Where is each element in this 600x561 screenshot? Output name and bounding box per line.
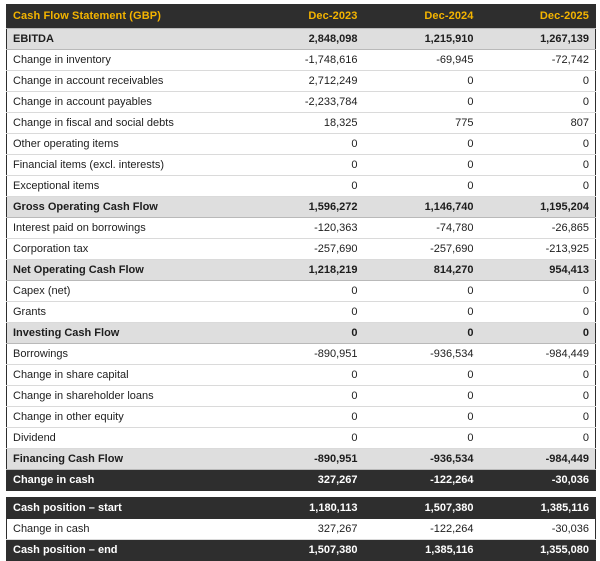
row-label: Financing Cash Flow xyxy=(7,449,248,470)
row-value-period-3: 0 xyxy=(480,365,596,386)
row-value-period-1: 1,180,113 xyxy=(248,498,364,519)
table-row xyxy=(7,239,596,260)
table-row xyxy=(7,540,596,561)
table-header-row xyxy=(7,5,596,29)
row-label: Change in account receivables xyxy=(7,71,248,92)
row-label: Borrowings xyxy=(7,344,248,365)
table-row xyxy=(7,197,596,218)
row-value-period-3: 0 xyxy=(480,155,596,176)
table-row xyxy=(7,218,596,239)
row-value-period-1: -120,363 xyxy=(248,218,364,239)
row-value-period-3: 0 xyxy=(480,176,596,197)
row-value-period-3: -984,449 xyxy=(480,449,596,470)
row-label: Change in cash xyxy=(7,470,248,491)
row-value-period-2: 1,507,380 xyxy=(364,498,480,519)
row-value-period-1: 0 xyxy=(248,407,364,428)
row-label: Net Operating Cash Flow xyxy=(7,260,248,281)
row-value-period-2: 0 xyxy=(364,134,480,155)
row-value-period-2: 0 xyxy=(364,428,480,449)
row-label: Change in inventory xyxy=(7,50,248,71)
row-label: Dividend xyxy=(7,428,248,449)
table-row xyxy=(7,519,596,540)
column-header-period-3: Dec-2025 xyxy=(480,5,596,29)
row-value-period-2: 0 xyxy=(364,365,480,386)
row-value-period-1: 1,596,272 xyxy=(248,197,364,218)
row-value-period-2: 0 xyxy=(364,407,480,428)
row-value-period-3: 1,385,116 xyxy=(480,498,596,519)
row-value-period-1: 0 xyxy=(248,176,364,197)
row-value-period-2: 0 xyxy=(364,155,480,176)
main-table-body xyxy=(7,5,596,491)
row-value-period-2: -74,780 xyxy=(364,218,480,239)
table-row xyxy=(7,302,596,323)
row-value-period-1: 0 xyxy=(248,134,364,155)
row-value-period-3: -213,925 xyxy=(480,239,596,260)
row-value-period-3: 1,267,139 xyxy=(480,29,596,50)
row-value-period-2: -936,534 xyxy=(364,449,480,470)
table-row xyxy=(7,498,596,519)
row-label: Grants xyxy=(7,302,248,323)
row-value-period-2: -122,264 xyxy=(364,470,480,491)
row-value-period-2: -257,690 xyxy=(364,239,480,260)
row-value-period-3: 1,195,204 xyxy=(480,197,596,218)
row-value-period-1: 1,218,219 xyxy=(248,260,364,281)
row-value-period-1: 0 xyxy=(248,428,364,449)
row-value-period-3: 807 xyxy=(480,113,596,134)
row-value-period-3: 0 xyxy=(480,323,596,344)
row-value-period-1: 0 xyxy=(248,386,364,407)
table-row xyxy=(7,323,596,344)
row-value-period-3: 0 xyxy=(480,281,596,302)
row-value-period-3: -984,449 xyxy=(480,344,596,365)
table-row xyxy=(7,449,596,470)
table-row xyxy=(7,365,596,386)
row-value-period-2: 0 xyxy=(364,302,480,323)
row-value-period-3: -30,036 xyxy=(480,519,596,540)
row-value-period-2: -69,945 xyxy=(364,50,480,71)
row-label: Change in share capital xyxy=(7,365,248,386)
row-label: Cash position – end xyxy=(7,540,248,561)
row-value-period-3: 0 xyxy=(480,92,596,113)
row-value-period-3: 1,355,080 xyxy=(480,540,596,561)
row-value-period-1: 327,267 xyxy=(248,519,364,540)
row-label: Change in fiscal and social debts xyxy=(7,113,248,134)
row-value-period-2: 0 xyxy=(364,386,480,407)
row-value-period-2: 1,146,740 xyxy=(364,197,480,218)
table-row xyxy=(7,386,596,407)
table-row xyxy=(7,50,596,71)
row-value-period-3: 0 xyxy=(480,386,596,407)
table-row xyxy=(7,407,596,428)
row-value-period-1: 0 xyxy=(248,323,364,344)
table-row xyxy=(7,71,596,92)
row-value-period-2: -936,534 xyxy=(364,344,480,365)
row-value-period-3: -72,742 xyxy=(480,50,596,71)
row-value-period-1: -890,951 xyxy=(248,344,364,365)
row-value-period-2: 0 xyxy=(364,176,480,197)
table-row xyxy=(7,113,596,134)
table-row xyxy=(7,281,596,302)
row-value-period-2: 814,270 xyxy=(364,260,480,281)
row-value-period-3: 0 xyxy=(480,134,596,155)
table-row xyxy=(7,92,596,113)
statement-title: Cash Flow Statement (GBP) xyxy=(7,5,248,29)
row-label: Change in shareholder loans xyxy=(7,386,248,407)
row-value-period-2: 0 xyxy=(364,323,480,344)
row-value-period-2: 1,215,910 xyxy=(364,29,480,50)
row-value-period-3: -30,036 xyxy=(480,470,596,491)
table-row xyxy=(7,344,596,365)
row-value-period-1: -257,690 xyxy=(248,239,364,260)
table-row xyxy=(7,260,596,281)
table-row xyxy=(7,470,596,491)
row-label: Other operating items xyxy=(7,134,248,155)
cash-flow-main-table xyxy=(6,4,596,491)
row-value-period-2: 1,385,116 xyxy=(364,540,480,561)
row-value-period-3: 954,413 xyxy=(480,260,596,281)
row-value-period-1: 0 xyxy=(248,365,364,386)
row-value-period-3: 0 xyxy=(480,71,596,92)
row-value-period-1: 0 xyxy=(248,281,364,302)
row-label: Investing Cash Flow xyxy=(7,323,248,344)
cash-position-table xyxy=(6,497,596,561)
row-value-period-1: 0 xyxy=(248,155,364,176)
row-label: Gross Operating Cash Flow xyxy=(7,197,248,218)
row-label: Interest paid on borrowings xyxy=(7,218,248,239)
row-value-period-1: 327,267 xyxy=(248,470,364,491)
table-row xyxy=(7,428,596,449)
row-value-period-1: 2,848,098 xyxy=(248,29,364,50)
row-label: Cash position – start xyxy=(7,498,248,519)
row-value-period-1: -2,233,784 xyxy=(248,92,364,113)
row-value-period-1: 2,712,249 xyxy=(248,71,364,92)
row-value-period-2: 0 xyxy=(364,92,480,113)
row-value-period-3: 0 xyxy=(480,302,596,323)
row-label: Change in account payables xyxy=(7,92,248,113)
row-label: Exceptional items xyxy=(7,176,248,197)
row-label: EBITDA xyxy=(7,29,248,50)
row-label: Change in cash xyxy=(7,519,248,540)
row-value-period-2: -122,264 xyxy=(364,519,480,540)
row-value-period-2: 0 xyxy=(364,71,480,92)
row-value-period-1: -890,951 xyxy=(248,449,364,470)
row-value-period-2: 0 xyxy=(364,281,480,302)
row-value-period-3: -26,865 xyxy=(480,218,596,239)
row-label: Corporation tax xyxy=(7,239,248,260)
row-value-period-1: 18,325 xyxy=(248,113,364,134)
row-value-period-1: 1,507,380 xyxy=(248,540,364,561)
row-value-period-3: 0 xyxy=(480,428,596,449)
row-label: Capex (net) xyxy=(7,281,248,302)
column-header-period-2: Dec-2024 xyxy=(364,5,480,29)
table-row xyxy=(7,134,596,155)
row-label: Financial items (excl. interests) xyxy=(7,155,248,176)
table-row xyxy=(7,29,596,50)
table-row xyxy=(7,176,596,197)
row-value-period-3: 0 xyxy=(480,407,596,428)
row-label: Change in other equity xyxy=(7,407,248,428)
position-table-body xyxy=(7,498,596,561)
column-header-period-1: Dec-2023 xyxy=(248,5,364,29)
row-value-period-1: -1,748,616 xyxy=(248,50,364,71)
row-value-period-1: 0 xyxy=(248,302,364,323)
table-row xyxy=(7,155,596,176)
row-value-period-2: 775 xyxy=(364,113,480,134)
